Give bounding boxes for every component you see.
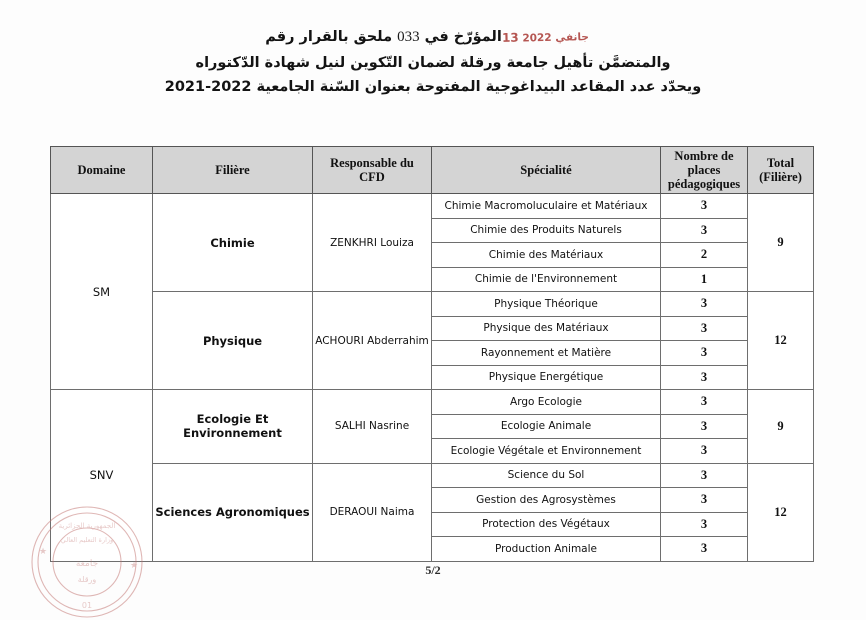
cell-specialite: Rayonnement et Matière <box>432 341 661 366</box>
table-row <box>51 292 814 317</box>
cell-places: 1 <box>661 267 748 292</box>
cell-places: 3 <box>661 194 748 219</box>
cell-specialite: Physique Théorique <box>432 292 661 317</box>
cell-places: 3 <box>661 292 748 317</box>
cell-filiere: Physique <box>153 292 313 390</box>
svg-text:★: ★ <box>39 547 48 557</box>
cell-responsable: ACHOURI Abderrahim <box>313 292 432 390</box>
cell-specialite: Physique Energétique <box>432 365 661 390</box>
cell-specialite: Gestion des Agrosystèmes <box>432 488 661 513</box>
decree-number: 033 <box>397 29 420 45</box>
cell-places: 3 <box>661 512 748 537</box>
svg-text:وزارة التعليم العالي: وزارة التعليم العالي <box>60 536 114 544</box>
svg-text:ورقلة: ورقلة <box>77 575 97 584</box>
date-stamp <box>502 30 589 45</box>
col-header-responsable: Responsable du CFD <box>313 147 432 194</box>
cell-specialite: Ecologie Végétale et Environnement <box>432 439 661 464</box>
cell-places: 3 <box>661 414 748 439</box>
cell-specialite: Production Animale <box>432 537 661 562</box>
cell-places: 3 <box>661 390 748 415</box>
cell-specialite: Science du Sol <box>432 463 661 488</box>
col-header-specialite: Spécialité <box>432 147 661 194</box>
cell-places: 3 <box>661 537 748 562</box>
col-header-places <box>661 147 748 194</box>
svg-text:جامعة: جامعة <box>75 559 99 569</box>
cell-specialite: Chimie des Produits Naturels <box>432 218 661 243</box>
cell-total: 9 <box>748 390 814 464</box>
cell-places: 3 <box>661 316 748 341</box>
cell-specialite: Protection des Végétaux <box>432 512 661 537</box>
cell-specialite: Ecologie Animale <box>432 414 661 439</box>
svg-text:الجمهورية الجزائرية: الجمهورية الجزائرية <box>58 522 116 530</box>
svg-text:★: ★ <box>130 561 139 571</box>
col-header-domaine: Domaine <box>51 147 153 194</box>
cell-places: 3 <box>661 439 748 464</box>
cell-specialite: Argo Ecologie <box>432 390 661 415</box>
document-header <box>0 0 866 95</box>
cell-domaine: SM <box>51 194 153 390</box>
cell-filiere: Sciences Agronomiques <box>153 463 313 561</box>
cell-filiere: Ecologie Et Environnement <box>153 390 313 464</box>
cell-total: 12 <box>748 292 814 390</box>
col-header-places-line2: places <box>687 163 721 177</box>
cell-places: 2 <box>661 243 748 268</box>
header-line-seats: ويحدّد عدد المقاعد البيداغوجية المفتوحة بعنوان السّنة الجامعية 2022-2021 <box>164 78 702 95</box>
cell-specialite: Chimie des Matériaux <box>432 243 661 268</box>
col-header-total <box>748 147 814 194</box>
col-header-total-line2: (Filière) <box>759 170 802 184</box>
seats-table <box>50 146 814 562</box>
cell-responsable: SALHI Nasrine <box>313 390 432 464</box>
cell-places: 3 <box>661 365 748 390</box>
page-marker: 5/2 <box>425 563 441 577</box>
seats-table-container <box>50 146 813 562</box>
cell-filiere: Chimie <box>153 194 313 292</box>
seats-table-body <box>51 194 814 562</box>
header-decree-suffix: المؤرّخ في <box>424 29 502 45</box>
table-row <box>51 463 814 488</box>
cell-specialite: Physique des Matériaux <box>432 316 661 341</box>
col-header-filiere: Filière <box>153 147 313 194</box>
seal-inner-number: 01 <box>81 601 93 610</box>
cell-total: 12 <box>748 463 814 561</box>
cell-places: 3 <box>661 488 748 513</box>
date-stamp-day: 13 <box>501 30 519 45</box>
cell-responsable: ZENKHRI Louiza <box>313 194 432 292</box>
col-header-places-line1: Nombre de <box>674 149 734 163</box>
cell-specialite: Chimie Macromoluculaire et Matériaux <box>432 194 661 219</box>
cell-responsable: DERAOUI Naima <box>313 463 432 561</box>
cell-places: 3 <box>661 463 748 488</box>
header-line-subject: والمتضمَّن تأهيل جامعة ورقلة لضمان التّكوين لنيل شهادة الدّكتوراه <box>195 54 671 71</box>
cell-places: 3 <box>661 218 748 243</box>
table-row <box>51 390 814 415</box>
cell-places: 3 <box>661 341 748 366</box>
date-stamp-month-year: جانفي 2022 <box>522 31 589 45</box>
header-decree-prefix: ملحق بالقرار رقم <box>265 29 393 45</box>
table-row <box>51 194 814 219</box>
cell-domaine: SNV <box>51 390 153 562</box>
cell-total: 9 <box>748 194 814 292</box>
cell-specialite: Chimie de l'Environnement <box>432 267 661 292</box>
header-line-decree <box>0 30 866 46</box>
col-header-places-line3: pédagogiques <box>667 177 741 191</box>
table-header-row <box>51 147 814 194</box>
col-header-total-line1: Total <box>766 156 795 170</box>
